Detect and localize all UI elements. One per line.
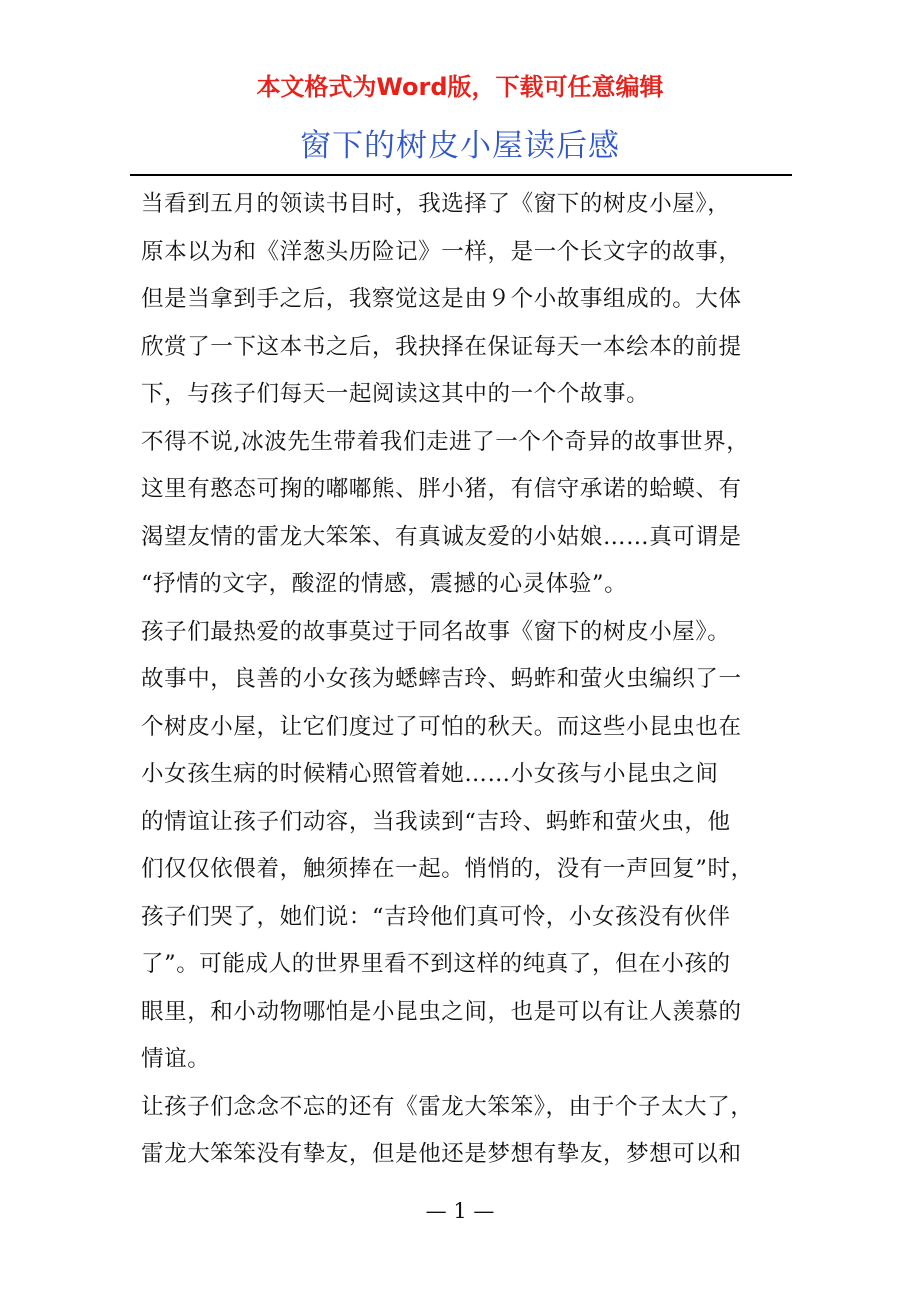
body-line: 情谊。 [141,1046,211,1072]
body-line: 了”。可能成人的世界里看不到这样的纯真了，但在小孩的 [141,951,731,977]
format-notice: 本文格式为Word版，下载可任意编辑 [256,73,664,101]
body-line: 孩子们哭了，她们说：“吉玲他们真可怜，小女孩没有伙伴 [141,903,731,930]
body-line: 下，与孩子们每天一起阅读这其中的一个个故事。 [141,381,650,407]
body-line: 的情谊让孩子们动容，当我读到“吉玲、蚂蚱和萤火虫，他 [141,808,731,835]
body-line: 眼里，和小动物哪怕是小昆虫之间，也是可以有让人羡慕的 [141,998,742,1025]
body-line: 不得不说,冰波先生带着我们走进了一个个奇异的故事世界， [141,428,750,455]
body-line: 小女孩生病的时候精心照管着她……小女孩与小昆虫之间 [141,761,719,787]
body-line: “抒情的文字，酸涩的情感，震撼的心灵体验”。 [141,571,628,597]
document-title: 窗下的树皮小屋读后感 [300,128,620,164]
body-line: 当看到五月的领读书目时，我选择了《窗下的树皮小屋》， [141,191,731,217]
body-line: 这里有憨态可掬的嘟嘟熊、胖小猪，有信守承诺的蛤蟆、有 [141,476,742,502]
title-divider [130,174,792,176]
body-line: 个树皮小屋，让它们度过了可怕的秋天。而这些小昆虫也在 [141,713,742,740]
body-line: 雷龙大笨笨没有挚友，但是他还是梦想有挚友，梦想可以和 [141,1141,742,1167]
page-number: — 1 — [425,1199,495,1223]
body-line: 故事中，良善的小女孩为蟋蟀吉玲、蚂蚱和萤火虫编织了一 [141,666,742,692]
body-line: 孩子们最热爱的故事莫过于同名故事《窗下的树皮小屋》。 [141,618,731,645]
body-line: 欣赏了一下这本书之后，我抉择在保证每天一本绘本的前提 [141,333,742,360]
document-body [141,181,791,1179]
body-line: 们仅仅依偎着，触须捧在一起。悄悄的，没有一声回复”时， [141,856,754,882]
body-line: 让孩子们念念不忘的还有《雷龙大笨笨》，由于个子太大了， [141,1093,754,1120]
body-line: 原本以为和《洋葱头历险记》一样，是一个长文字的故事， [141,238,742,265]
body-line: 渴望友情的雷龙大笨笨、有真诚友爱的小姑娘……真可谓是 [141,523,742,550]
body-line: 但是当拿到手之后，我察觉这是由９个小故事组成的。大体 [141,286,742,312]
